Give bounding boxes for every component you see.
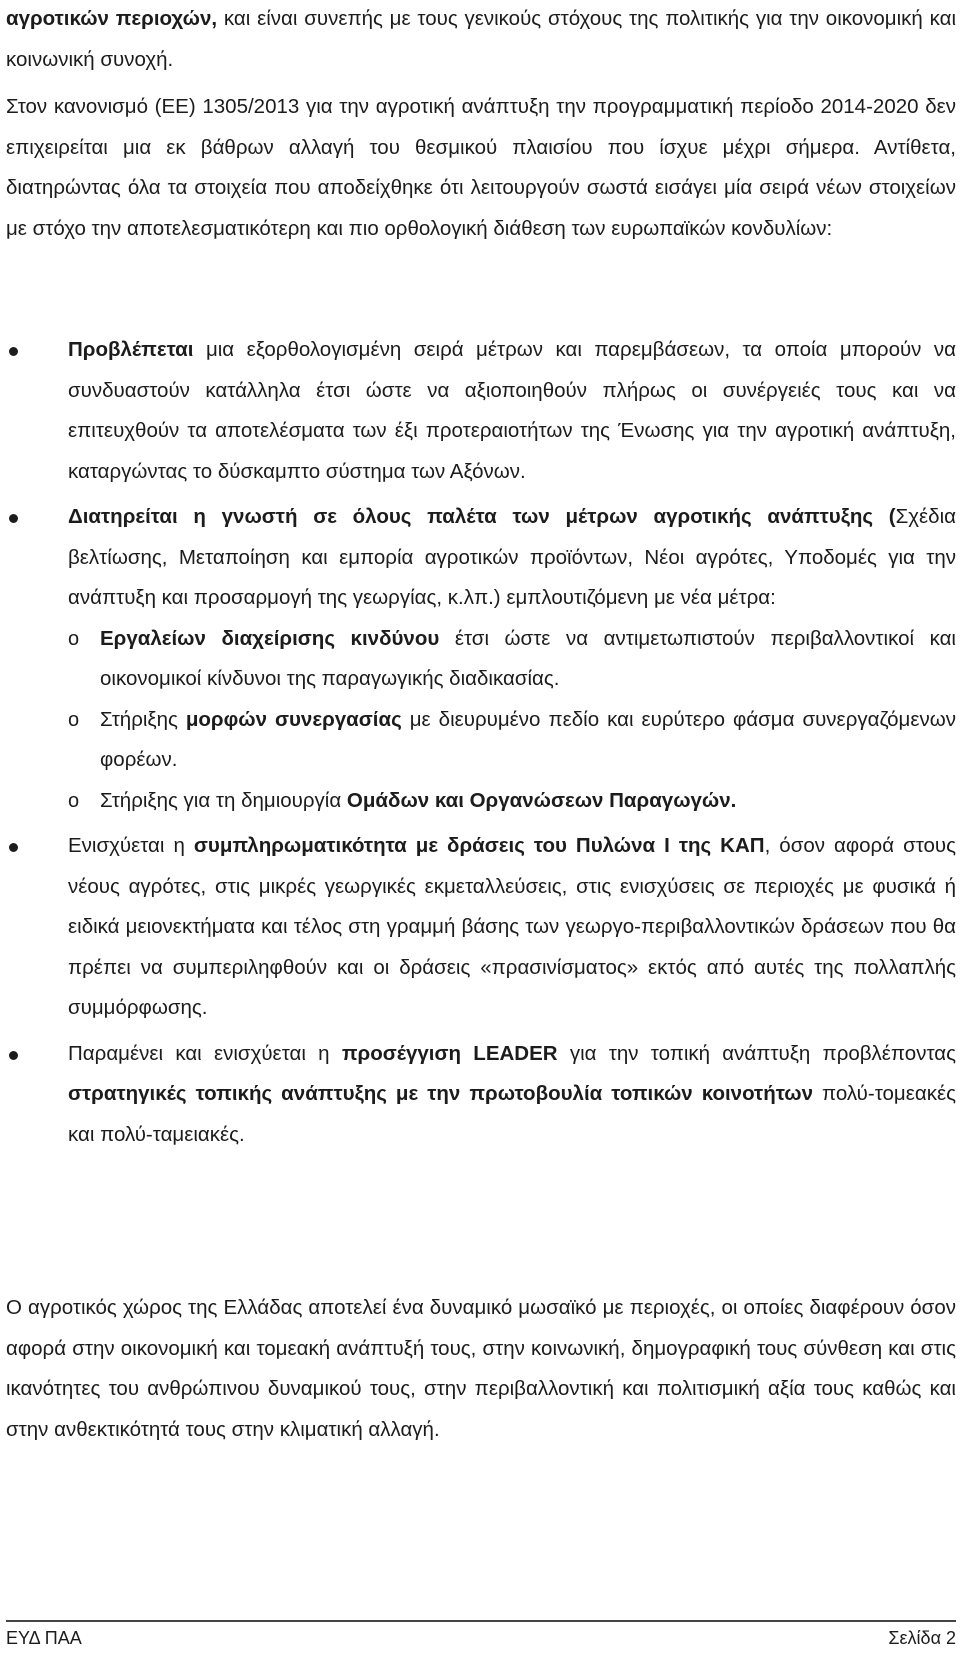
bullet-icon	[9, 514, 18, 523]
sub-list-item	[6, 781, 956, 822]
bullet-icon	[9, 1051, 18, 1060]
sub-list-item-text: Στήριξης για τη δημιουργία	[100, 788, 347, 812]
circle-bullet-icon: o	[68, 708, 80, 731]
bullet-list	[6, 330, 956, 1160]
footer-left-text: ΕΥΔ ΠΑΑ	[6, 1628, 82, 1648]
bold-phrase: Ομάδων και Οργανώσεων Παραγωγών.	[346, 788, 737, 812]
bold-phrase: μορφών συνεργασίας	[185, 707, 402, 731]
paragraph-rural-area: Ο αγροτικός χώρος της Ελλάδας αποτελεί ένα δυναμικό μωσαϊκό με περιοχές, οι οποίες διαφέρουν όσον αφορά στην οικονομική και τομεακή ανάπτυξή τους, στην κοινωνική, δημογραφική τους σύνθεση και στις ικανότητες του ανθρώπινου δυναμικού τους, στην περιβαλλοντική και πολιτισμική αξία τους καθώς και στην ανθεκτικότητά τους στην κλιματική αλλαγή.	[6, 1296, 956, 1441]
bold-phrase: στρατηγικές τοπικής ανάπτυξης με την πρωτοβουλία τοπικών κοινοτήτων	[68, 1082, 814, 1105]
paragraph-intro	[6, 0, 956, 80]
list-item-text: μια εξορθολογισμένη σειρά μέτρων και παρεμβάσεων, τα οποία μπορούν να συνδυαστούν κατάλληλα έτσι ώστε να αξιοποιηθούν πλήρως οι συνέργειές τους και να επιτευχθούν τα αποτελέσματα των έξι προτεραιοτήτων της Ένωσης για την αγροτική ανάπτυξη, καταργώντας το δύσκαμπτο σύστημα των Αξόνων.	[68, 338, 956, 483]
footer-divider	[6, 1620, 956, 1622]
list-item-text: για την τοπική ανάπτυξη προβλέποντας	[557, 1041, 956, 1065]
list-item-text: Ενισχύεται η	[68, 834, 194, 857]
bold-phrase: Εργαλείων διαχείρισης κινδύνου	[100, 626, 440, 650]
bullet-icon	[9, 843, 18, 852]
bold-phrase: προσέγγιση LEADER	[341, 1041, 558, 1065]
list-item-text: Παραμένει και ενισχύεται η	[68, 1041, 342, 1065]
sub-list-item-text: με διευρυμένο πεδίο και ευρύτερο φάσμα συνεργαζόμενων φορέων.	[100, 707, 956, 771]
page-number: Σελίδα 2	[888, 1628, 956, 1648]
bold-phrase: Προβλέπεται	[68, 338, 194, 361]
bold-phrase: αγροτικών περιοχών,	[6, 7, 218, 30]
circle-bullet-icon: o	[68, 627, 80, 650]
list-item-text: πολύ-τομεακές και πολύ-ταμειακές.	[68, 1082, 956, 1146]
list-item	[6, 1034, 956, 1156]
bold-phrase: Διατηρείται η γνωστή σε όλους παλέτα των μέτρων αγροτικής ανάπτυξης	[68, 505, 874, 528]
list-item	[6, 330, 956, 492]
sub-list-item-text: Στήριξης	[100, 707, 186, 731]
list-item-text-block	[68, 497, 956, 619]
sub-list-item	[6, 619, 956, 700]
sub-list-item-text: έτσι ώστε να αντιμετωπιστούν περιβαλλοντικοί και οικονομικοί κίνδυνοι της παραγωγικής διαδικασίας.	[100, 626, 956, 690]
sub-list-item	[6, 700, 956, 781]
bold-paren: (	[888, 505, 896, 528]
list-item	[6, 826, 956, 1029]
list-item-text: , όσον αφορά στους νέους αγρότες, στις μικρές γεωργικές εκμεταλλεύσεις, στις ενισχύσεις σε περιοχές με φυσικά ή ειδικά μειονεκτήματα και τέλος στη γραμμή βάσης των γεωργο-περιβαλλοντικών δράσεων που θα πρέπει να συμπεριληφθούν και οι δράσεις «πρασινίσματος» εκτός από αυτές της πολλαπλής συμμόρφωσης.	[68, 834, 957, 1019]
list-item	[6, 497, 956, 821]
circle-bullet-icon: o	[68, 789, 80, 812]
bullet-icon	[9, 347, 18, 356]
list-item-text: Σχέδια βελτίωσης, Μεταποίηση και εμπορία αγροτικών προϊόντων, Νέοι αγρότες, Υποδομές για την ανάπτυξη και προσαρμογή της γεωργίας, κ.λπ.) εμπλουτιζόμενη με νέα μέτρα:	[68, 505, 956, 609]
paragraph-regulation: Στον κανονισμό (ΕΕ) 1305/2013 για την αγροτική ανάπτυξη την προγραμματική περίοδο 2014-2020 δεν επιχειρείται μια εκ βάθρων αλλαγή του θεσμικού πλαισίου που ίσχυε μέχρι σήμερα. Αντίθετα, διατηρώντας όλα τα στοιχεία που αποδείχθηκε ότι λειτουργούν σωστά εισάγει μία σειρά νέων στοιχείων με στόχο την αποτελεσματικότερη και πιο ορθολογική διάθεση των ευρωπαϊκών κονδυλίων:	[6, 95, 956, 240]
bold-phrase: συμπληρωματικότητα με δράσεις του Πυλώνα Ι της ΚΑΠ	[193, 834, 765, 857]
paragraph-text: και είναι συνεπής με τους γενικούς στόχους της πολιτικής για την οικονομική και κοινωνική συνοχή.	[6, 7, 957, 71]
